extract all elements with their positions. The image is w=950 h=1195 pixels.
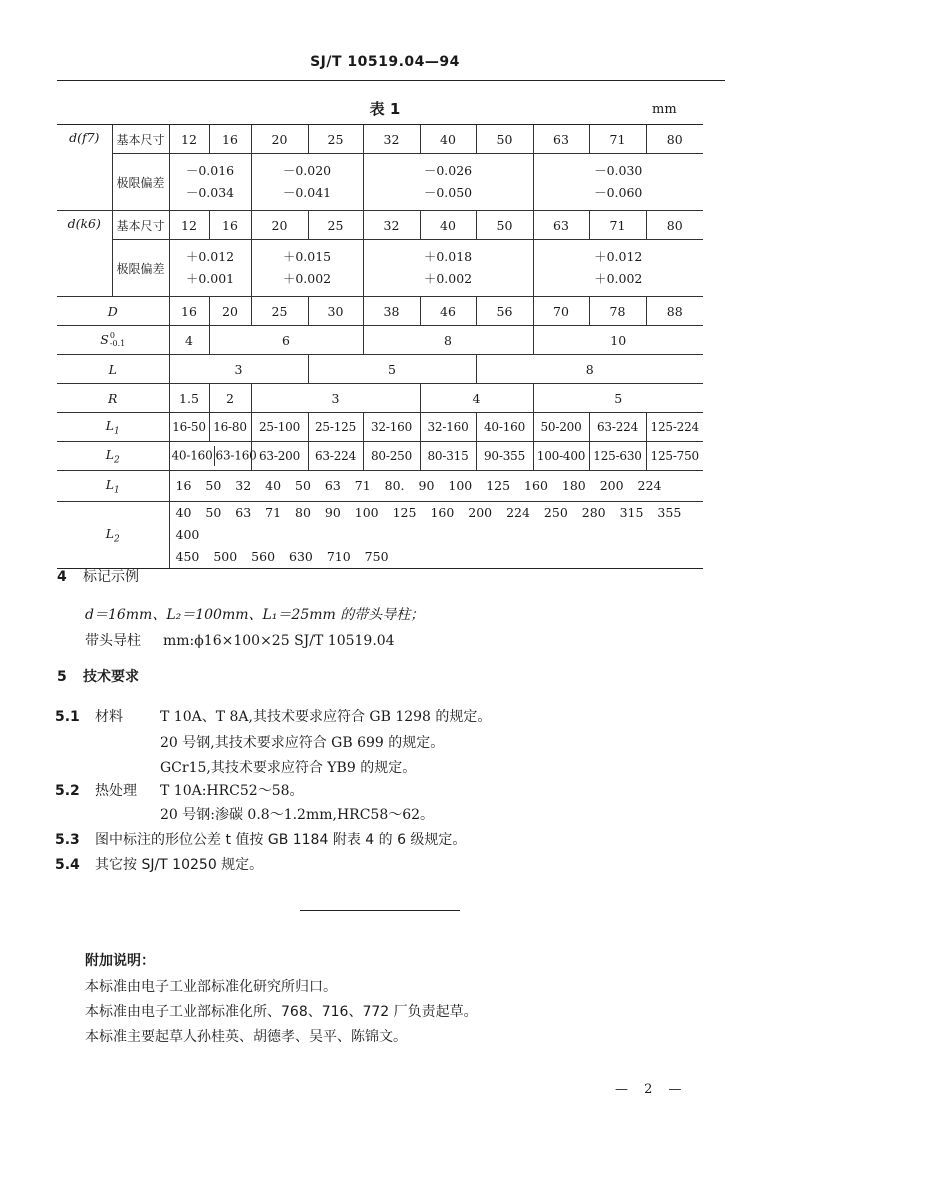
table-cell: 63 (533, 211, 589, 240)
table-cell: 125-750 (646, 442, 703, 471)
table-cell: 5 (308, 355, 476, 384)
limit-deviation-label: 极限偏差 (112, 240, 169, 297)
table-cell: 80-315 (420, 442, 476, 471)
table-cell: 63 (533, 125, 589, 154)
table-cell: 25 (251, 297, 308, 326)
table-cell: 80-250 (363, 442, 420, 471)
table-cell: 25-125 (308, 413, 363, 442)
table-cell: 80 (646, 125, 703, 154)
table-cell: 38 (363, 297, 420, 326)
table-row-S (57, 326, 703, 355)
table-cell: 12 (169, 211, 209, 240)
table-cell: 20 (251, 125, 308, 154)
header-rule (57, 80, 725, 81)
table-cell: 40-160 63-160 (169, 442, 251, 471)
table-row-f7-sizes (57, 125, 703, 154)
table-cell: 32 (363, 125, 420, 154)
table-row-k6-sizes (57, 211, 703, 240)
table-cell: 20 (251, 211, 308, 240)
L-label: L (57, 355, 169, 384)
table-cell: 6 (209, 326, 363, 355)
appendix-line-2: 本标准由电子工业部标准化所、768、716、772 厂负责起草。 (85, 1004, 478, 1020)
deviation-cell: －0.016 －0.034 (169, 154, 251, 211)
item-5-1-line-3: GCr15,其技术要求应符合 YB9 的规定。 (160, 760, 417, 776)
table-cell: 70 (533, 297, 589, 326)
table-cell: 20 (209, 297, 251, 326)
table-cell: 4 (420, 384, 533, 413)
table-cell: 25 (308, 125, 363, 154)
section-4-heading: 4 标记示例 (57, 569, 139, 585)
table-cell: 2 (209, 384, 251, 413)
L1-series-cell: 16 50 32 40 50 63 71 80. 90 100 125 160 180 200 224 (169, 471, 703, 502)
table-row-D (57, 297, 703, 326)
item-5-1-line-1: T 10A、T 8A,其技术要求应符合 GB 1298 的规定。 (160, 709, 492, 725)
L2-label: $L_2$ (57, 442, 169, 471)
table-cell: 16 (169, 297, 209, 326)
item-5-3: 5.3 图中标注的形位公差 t 值按 GB 1184 附表 4 的 6 级规定。 (55, 832, 467, 848)
table-cell: 90-355 (476, 442, 533, 471)
table-cell: 32 (363, 211, 420, 240)
deviation-cell: ＋0.012 ＋0.001 (169, 240, 251, 297)
table-row-L (57, 355, 703, 384)
d-k6-label: d(k6) (57, 211, 112, 297)
table-cell: 63-224 (308, 442, 363, 471)
table-cell: 25-100 (251, 413, 308, 442)
table-cell: 30 (308, 297, 363, 326)
item-5-1: 5.1 材料 (55, 709, 123, 725)
basic-size-label: 基本尺寸 (112, 211, 169, 240)
table-cell: 5 (533, 384, 703, 413)
appendix-line-3: 本标准主要起草人孙桂英、胡德孝、吴平、陈锦文。 (85, 1029, 407, 1045)
table-cell: 10 (533, 326, 703, 355)
marking-example-line-2: 带头导柱 mm:ϕ16×100×25 SJ/T 10519.04 (85, 633, 395, 649)
table-cell: 25 (308, 211, 363, 240)
table-cell: 16-80 (209, 413, 251, 442)
table-cell: 32-160 (420, 413, 476, 442)
marking-example-line-1: d＝16mm、L₂＝100mm、L₁＝25mm 的带头导柱； (85, 607, 425, 623)
table-cell: 16-50 (169, 413, 209, 442)
table-cell: 16 (209, 211, 251, 240)
table-cell: 40 (420, 125, 476, 154)
table-row-L2-series (57, 502, 703, 569)
item-5-1-line-2: 20 号钢,其技术要求应符合 GB 699 的规定。 (160, 735, 445, 751)
table-cell: 32-160 (363, 413, 420, 442)
table-cell: 100-400 (533, 442, 589, 471)
table-cell: 46 (420, 297, 476, 326)
table-cell: 4 (169, 326, 209, 355)
page-number: — 2 — (615, 1082, 688, 1097)
table-cell: 88 (646, 297, 703, 326)
table-cell: 125-630 (589, 442, 646, 471)
table-cell: 1.5 (169, 384, 209, 413)
table-cell: 125-224 (646, 413, 703, 442)
deviation-cell: ＋0.018 ＋0.002 (363, 240, 533, 297)
section-5-heading: 5 技术要求 (57, 669, 139, 685)
L2-label: $L_2$ (57, 502, 169, 569)
deviation-cell: －0.030 －0.060 (533, 154, 703, 211)
table-cell: 71 (589, 211, 646, 240)
table-cell: 12 (169, 125, 209, 154)
table-cell: 8 (476, 355, 703, 384)
table-row-L2-ranges (57, 442, 703, 471)
table-row-L1-series (57, 471, 703, 502)
table-cell: 50-200 (533, 413, 589, 442)
appendix-line-1: 本标准由电子工业部标准化研究所归口。 (85, 979, 337, 995)
item-5-2-line-1: T 10A:HRC52～58。 (160, 783, 304, 799)
table-cell: 63-200 (251, 442, 308, 471)
dimension-table-container (57, 124, 703, 569)
deviation-cell: ＋0.015 ＋0.002 (251, 240, 363, 297)
standard-code-header: SJ/T 10519.04—94 (310, 54, 460, 70)
table-cell: 78 (589, 297, 646, 326)
deviation-cell: －0.026 －0.050 (363, 154, 533, 211)
item-5-2-line-2: 20 号钢:渗碳 0.8～1.2mm,HRC58～62。 (160, 807, 435, 823)
deviation-cell: －0.020 －0.041 (251, 154, 363, 211)
table-unit: mm (652, 102, 677, 117)
table-row-R (57, 384, 703, 413)
table-cell: 40-160 (476, 413, 533, 442)
table-cell: 16 (209, 125, 251, 154)
table-row-k6-deviation (57, 240, 703, 297)
table-cell: 50 (476, 125, 533, 154)
item-5-4: 5.4 其它按 SJ/T 10250 规定。 (55, 857, 264, 873)
L1-label: $L_1$ (57, 413, 169, 442)
table-cell: 40 (420, 211, 476, 240)
table-cell: 3 (251, 384, 420, 413)
R-label: R (57, 384, 169, 413)
section-divider (300, 910, 460, 911)
deviation-cell: ＋0.012 ＋0.002 (533, 240, 703, 297)
table-cell: 56 (476, 297, 533, 326)
limit-deviation-label: 极限偏差 (112, 154, 169, 211)
table-cell: 8 (363, 326, 533, 355)
L1-label: $L_1$ (57, 471, 169, 502)
table-row-L1-ranges (57, 413, 703, 442)
L2-series-cell: 40 50 63 71 80 90 100 125 160 200 224 250 280 315 355 400 450 500 560 630 710 750 (169, 502, 703, 569)
basic-size-label: 基本尺寸 (112, 125, 169, 154)
D-label: D (57, 297, 169, 326)
table-title: 表 1 (369, 100, 401, 118)
S-label: S0 -0.1 (57, 326, 169, 355)
table-cell: 71 (589, 125, 646, 154)
table-cell: 80 (646, 211, 703, 240)
table-cell: 3 (169, 355, 308, 384)
dimension-table (57, 124, 703, 569)
table-cell: 50 (476, 211, 533, 240)
table-cell: 63-224 (589, 413, 646, 442)
d-f7-label: d(f7) (57, 125, 112, 211)
table-row-f7-deviation (57, 154, 703, 211)
appendix-title: 附加说明： (85, 953, 155, 969)
item-5-2: 5.2 热处理 (55, 783, 137, 799)
